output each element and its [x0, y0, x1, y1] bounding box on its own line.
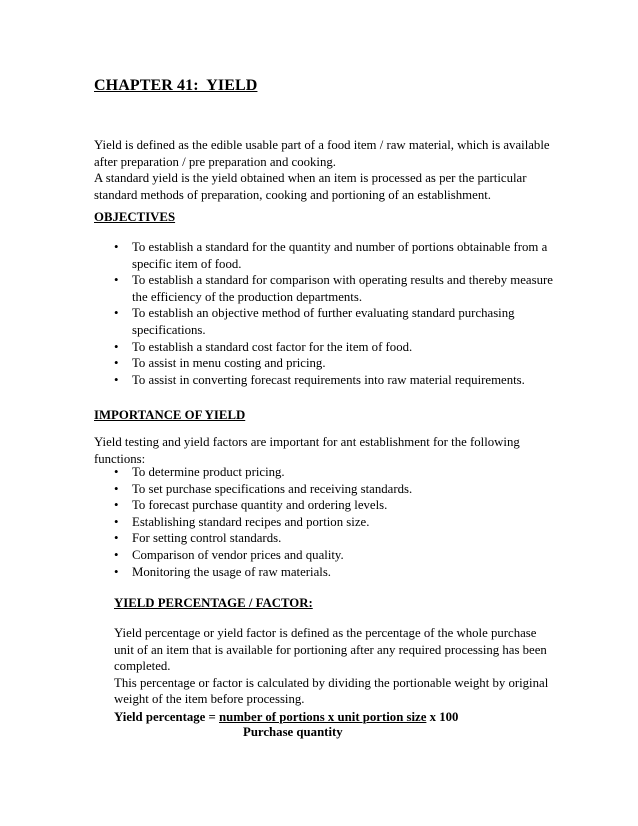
list-item-text: For setting control standards. [132, 531, 282, 546]
yield-percentage-paragraph [114, 625, 554, 708]
list-item-text: Comparison of vendor prices and quality. [132, 547, 344, 562]
yield-percentage-heading: YIELD PERCENTAGE / FACTOR: [114, 596, 313, 610]
intro-paragraph [94, 137, 554, 203]
list-item-text: To determine product pricing. [132, 465, 285, 479]
bullet-icon: • [114, 273, 119, 288]
bullet-icon: • [114, 372, 119, 387]
importance-intro [94, 434, 554, 467]
bullet-icon: • [114, 240, 119, 254]
objectives-list [114, 239, 554, 388]
yield-paragraph-line: weight of the item before processing. [114, 692, 305, 707]
list-item [114, 339, 554, 356]
bullet-icon: • [114, 356, 119, 371]
list-item-text: To assist in converting forecast requirements into raw material requirements. [132, 372, 525, 387]
formula-multiplier: x 100 [426, 710, 459, 724]
intro-line: Yield is defined as the edible usable part of a food item / raw material, which is available [94, 138, 550, 152]
list-item-text: To establish a standard for comparison with operating results and thereby measure the efficiency of the production departments. [132, 273, 553, 304]
importance-intro-line: Yield testing and yield factors are important for ant establishment for the following [94, 435, 520, 449]
bullet-icon: • [114, 339, 119, 354]
list-item-text: Monitoring the usage of raw materials. [132, 564, 332, 579]
list-item [114, 355, 554, 372]
list-item-text: To set purchase specifications and receiving standards. [132, 481, 413, 496]
list-item-text: To establish a standard cost factor for the item of food. [132, 339, 413, 354]
list-item [114, 239, 554, 272]
intro-line: A standard yield is the yield obtained when an item is processed as per the particular [94, 171, 527, 186]
bullet-icon: • [114, 547, 119, 562]
formula-numerator: number of portions x unit portion size [219, 710, 427, 724]
list-item [114, 481, 554, 498]
list-item-text: To establish an objective method of further evaluating standard purchasing specifications. [132, 306, 515, 337]
chapter-title: CHAPTER 41: YIELD [94, 77, 258, 94]
importance-list [114, 464, 554, 580]
objectives-heading: OBJECTIVES [94, 210, 176, 224]
formula-denominator: Purchase quantity [243, 725, 343, 739]
importance-intro-line: functions: [94, 451, 146, 466]
bullet-icon: • [114, 514, 119, 529]
list-item-text: To forecast purchase quantity and ordering levels. [132, 498, 388, 513]
list-item [114, 547, 554, 564]
yield-paragraph-line: unit of an item that is available for portioning after any required processing has been [114, 642, 547, 657]
list-item-text: To establish a standard for the quantity and number of portions obtainable from a specific item of food. [132, 240, 548, 271]
importance-heading: IMPORTANCE OF YIELD [94, 408, 246, 422]
list-item [114, 305, 554, 338]
yield-paragraph-line: Yield percentage or yield factor is defined as the percentage of the whole purchase [114, 626, 537, 640]
yield-paragraph-line: This percentage or factor is calculated by dividing the portionable weight by original [114, 675, 549, 690]
list-item [114, 372, 554, 389]
bullet-icon: • [114, 498, 119, 513]
list-item [114, 497, 554, 514]
intro-line: after preparation / pre preparation and cooking. [94, 154, 336, 169]
list-item-text: Establishing standard recipes and portion size. [132, 514, 370, 529]
list-item [114, 272, 554, 305]
formula-label: Yield percentage = [114, 710, 220, 724]
list-item-text: To assist in menu costing and pricing. [132, 356, 326, 371]
list-item [114, 564, 554, 581]
bullet-icon: • [114, 465, 119, 479]
bullet-icon: • [114, 564, 119, 579]
list-item [114, 530, 554, 547]
bullet-icon: • [114, 481, 119, 496]
list-item [114, 464, 554, 481]
bullet-icon: • [114, 531, 119, 546]
list-item [114, 514, 554, 531]
yield-paragraph-line: completed. [114, 659, 171, 674]
intro-line: standard methods of preparation, cooking and portioning of an establishment. [94, 187, 491, 202]
bullet-icon: • [114, 306, 119, 321]
